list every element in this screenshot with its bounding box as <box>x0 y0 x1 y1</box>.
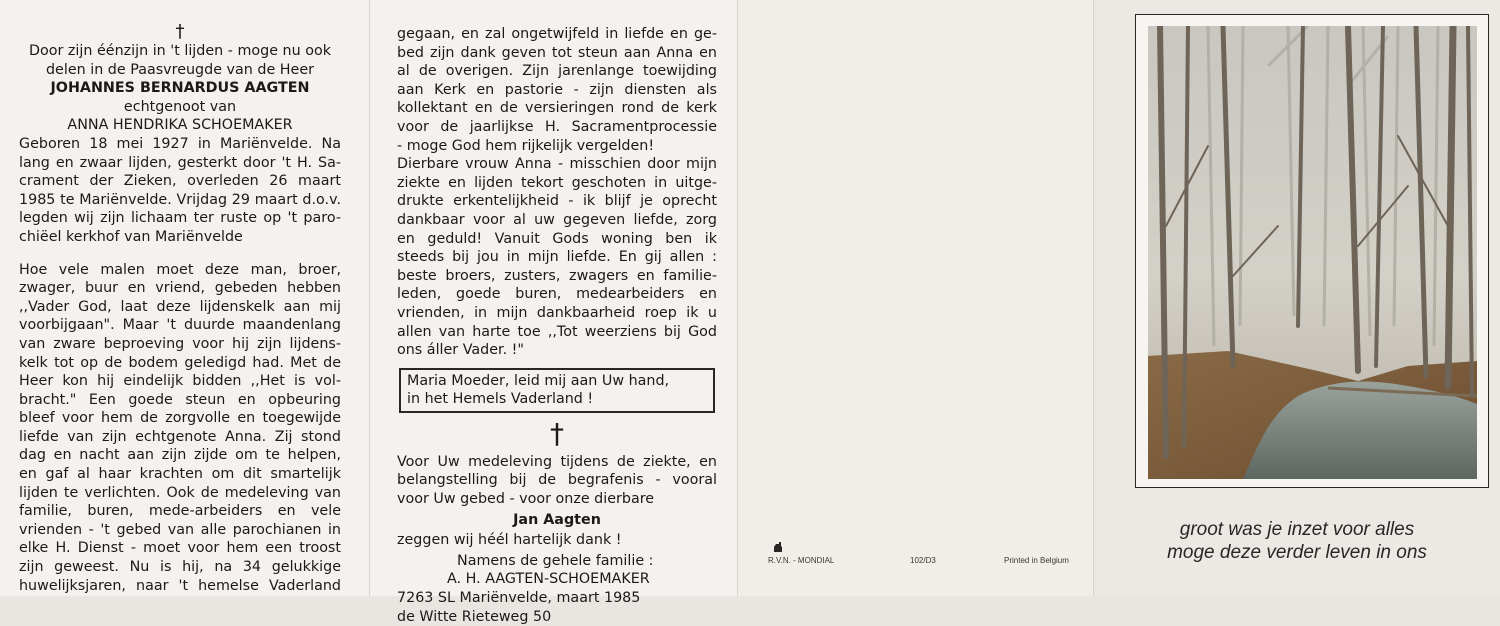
front-caption <box>1094 518 1500 564</box>
text-line: vrienden - 't gebed van alle parochianen in <box>19 521 341 538</box>
thanks-line: Voor Uw medeleving tijdens de ziekte, en <box>397 453 717 470</box>
text-line: dag en nacht aan zijn zijde om te helpen, <box>19 447 341 464</box>
bio-line: Geboren 18 mei 1927 in Mariënvelde. Na <box>19 135 341 152</box>
photo-frame <box>1135 14 1489 488</box>
text-line: al de overigen. Zijn jarenlange toewijding <box>397 63 717 80</box>
bio-line: chiëel kerkhof van Mariënvelde <box>19 228 243 245</box>
text-line: leden, goede buren, medearbeiders en <box>397 286 717 303</box>
left-panel <box>0 0 370 596</box>
spouse-name: ANNA HENDRIKA SCHOEMAKER <box>67 117 293 134</box>
text-line: van zware beproeving voor hij zijn lijdens- <box>19 335 341 352</box>
left-text-column <box>19 22 341 595</box>
text-line: bleef voor hem de zorgvolle en toegewijde <box>19 410 341 427</box>
text-line: lijden te verlichten. Ook de medeleving van <box>19 484 341 501</box>
caption-line: moge deze verder leven in ons <box>1167 542 1427 563</box>
text-line: huwelijksjaren, naar 't hemelse Vaderland <box>19 577 341 594</box>
text-line: ons áller Vader. !" <box>397 342 524 359</box>
text-line: Dierbare vrouw Anna - misschien door mijn <box>397 156 717 173</box>
text-line: steeds bij jou in mijn liefde. En gij allen : <box>397 249 717 266</box>
text-line: beste broers, zusters, zwagers en familie- <box>397 267 717 284</box>
printed-in: Printed in Belgium <box>1004 556 1069 565</box>
text-line: kollektant en de versieringen rond de kerk <box>397 100 717 117</box>
text-line: voorbijgaan". Maar 't duurde maandenlang <box>19 317 341 334</box>
printer-logo-icon <box>772 541 784 553</box>
text-line: liefde van zijn echtgenote Anna. Zij stond <box>19 428 341 445</box>
middle-text-column <box>397 25 717 626</box>
caption-line: groot was je inzet voor alles <box>1179 519 1415 540</box>
printer-name: R.V.N. - MONDIAL <box>768 556 835 565</box>
text-line: zwager, buur en vriend, gebeden hebben <box>19 280 341 297</box>
text-line: - moge God hem rijkelijk vergelden! <box>397 137 655 154</box>
deceased-short-name: Jan Aagten <box>513 511 601 528</box>
spouse-intro: echtgenoot van <box>123 98 237 115</box>
cross-icon: † <box>550 416 564 450</box>
text-line: bed zijn dank geven tot steun aan Anna en <box>397 44 717 61</box>
misty-forest-creek-photo <box>1148 26 1477 479</box>
text-line: drukte erkentelijkheid - ik blijf je oprecht <box>397 193 717 210</box>
text-line: ,,Vader God, laat deze lijdenskelk aan mij <box>19 298 341 315</box>
deceased-name: JOHANNES BERNARDUS AAGTEN <box>50 80 310 97</box>
text-line: ziekte en lijden tekort geschoten in uitge- <box>397 174 717 191</box>
bio-line: crament der Zieken, overleden 26 maart <box>19 173 341 190</box>
address-line: de Witte Rieteweg 50 <box>397 608 552 625</box>
intro-line: Door zijn éénzijn in 't lijden - moge nu ook <box>29 43 331 59</box>
middle-panel <box>370 0 738 625</box>
cross-icon: † <box>175 21 185 42</box>
prayer-line: Maria Moeder, leid mij aan Uw hand, <box>407 372 670 389</box>
prayer-line: in het Hemels Vaderland ! <box>407 391 594 408</box>
text-line: allen van harte toe ,,Tot weerziens bij God <box>397 323 717 340</box>
text-line: elke H. Dienst - moet voor hem een troost <box>19 540 341 557</box>
text-line: dankbaar voor al uw gegeven liefde, zorg <box>397 211 717 228</box>
text-line: Hoe vele malen moet deze man, broer, <box>19 261 341 278</box>
text-line: kelk tot op de bodem geledigd had. Met de <box>19 354 341 371</box>
text-line: aan Kerk en pastorie - zijn diensten als <box>397 81 717 98</box>
text-line: zijn geweest. Nu is hij, na 34 gelukkige <box>19 559 341 576</box>
family-intro: Namens de gehele familie : <box>457 552 654 569</box>
bio-line: 1985 te Mariënvelde. Vrijdag 29 maart d.o.v. <box>19 191 341 208</box>
text-line: en geduld! Vanuit Gods woning ben ik <box>397 230 717 247</box>
thanks-line: belangstelling bij de begrafenis - vooral <box>397 472 717 489</box>
prayer-box <box>399 368 715 413</box>
bio-line: legden wij zijn lichaam ter ruste op 't paro- <box>19 210 341 227</box>
text-line: gegaan, en zal ongetwijfeld in liefde en ge- <box>397 26 717 42</box>
family-name: A. H. AAGTEN-SCHOEMAKER <box>447 571 650 588</box>
text-line: Heer kon hij eindelijk bidden ,,Het is vol- <box>19 373 341 390</box>
bio-line: lang en zwaar lijden, gesterkt door 't H. Sa- <box>19 154 341 171</box>
text-line: bracht." Een goede steun en opbeuring <box>19 391 341 408</box>
text-line: vrienden, in mijn dankbaarheid roep ik u <box>397 304 717 321</box>
address-line: 7263 SL Mariënvelde, maart 1985 <box>397 590 641 607</box>
print-code: 102/D3 <box>910 556 936 565</box>
thanks-closing: zeggen wij héél hartelijk dank ! <box>397 532 622 549</box>
text-line: en gaf al haar krachten om dit smartelijk <box>19 466 341 483</box>
text-line: familie, buren, mede-arbeiders en vele <box>19 503 341 520</box>
thanks-line: voor Uw gebed - voor onze dierbare <box>397 491 655 508</box>
intro-line: delen in de Paasvreugde van de Heer <box>45 61 315 78</box>
text-line: voor de jaarlijkse H. Sacramentprocessie <box>397 118 717 135</box>
back-panel <box>738 0 1094 596</box>
